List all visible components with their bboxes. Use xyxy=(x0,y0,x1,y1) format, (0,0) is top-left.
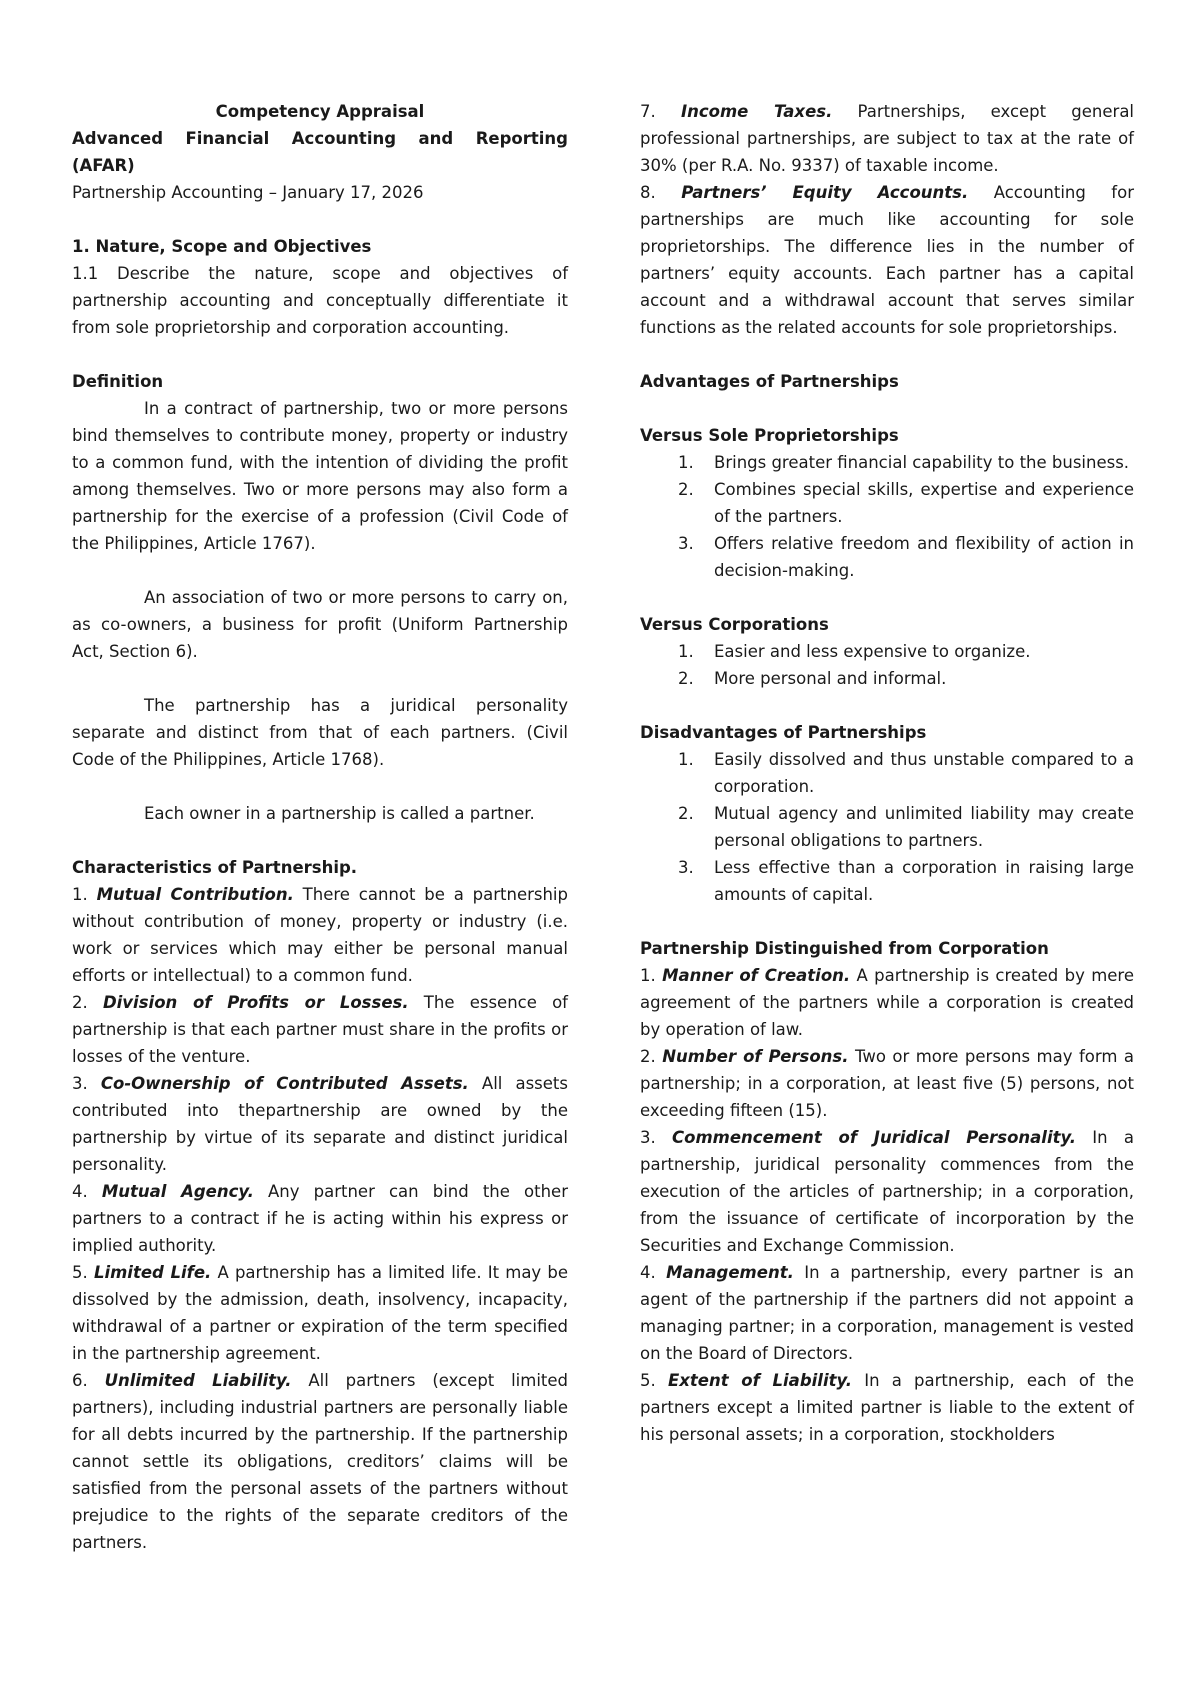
characteristic-item: 6. Unlimited Liability. All partners (except limited partners), including industrial partners are personally liable for all debts incurred by the partnership. If the partnership cannot settle its obligations, creditors’ claims will be satisfied from the personal assets of the partners without prejudice to the rights of the separate creditors of the partners. xyxy=(72,1371,569,1552)
distinction-term: Commencement of Juridical Personality. xyxy=(672,1128,1077,1147)
distinguished-heading: Partnership Distinguished from Corporation xyxy=(640,939,1049,958)
characteristic-term: Mutual Agency. xyxy=(101,1182,254,1201)
list-item: 1. Easily dissolved and thus unstable compared to a corporation. xyxy=(678,750,1134,796)
distinction-item: 5. Extent of Liability. In a partnership, each of the partners except a limited partner is liable to the extent of his personal assets; in a corporation, stockholders xyxy=(640,1371,1135,1444)
distinction-term: Extent of Liability. xyxy=(667,1371,852,1390)
vs-corp-heading: Versus Corporations xyxy=(640,615,829,634)
advantages-corp-list xyxy=(640,638,1134,692)
list-item: 2. Combines special skills, expertise and experience of the partners. xyxy=(678,480,1134,526)
characteristic-item: 1. Mutual Contribution. There cannot be a partnership without contribution of money, property or industry (i.e. work or services which may either be personal manual efforts or intellectual) to a common fund. xyxy=(72,885,568,985)
list-item: 2. Mutual agency and unlimited liability may create personal obligations to partners. xyxy=(678,804,1134,850)
characteristics-heading: Characteristics of Partnership. xyxy=(72,858,358,877)
left-column xyxy=(72,98,568,1556)
characteristic-term: Co-Ownership of Contributed Assets. xyxy=(100,1074,469,1093)
advantages-sole-list xyxy=(640,449,1134,584)
definition-paragraph: The partnership has a juridical personality separate and distinct from that of each partners. (Civil Code of the Philippines, Article 1768). xyxy=(72,696,568,769)
topic-line: Partnership Accounting – January 17, 2026 xyxy=(72,183,424,202)
characteristic-item: 2. Division of Profits or Losses. The essence of partnership is that each partner must share in the profits or losses of the venture. xyxy=(72,993,568,1066)
characteristic-term: Mutual Contribution. xyxy=(96,885,294,904)
definition-paragraph: An association of two or more persons to carry on, as co-owners, a business for profit (Uniform Partnership Act, Section 6). xyxy=(72,588,568,661)
distinction-item: 1. Manner of Creation. A partnership is created by mere agreement of the partners while a corporation is created by operation of law. xyxy=(640,966,1134,1039)
characteristic-term: Unlimited Liability. xyxy=(104,1371,292,1390)
characteristic-item: 8. Partners’ Equity Accounts. Accounting for partnerships are much like accounting for sole proprietorships. The difference lies in the number of partners’ equity accounts. Each partner has a capital account and a withdrawal account that serves similar functions as the related accounts for sole proprietorships. xyxy=(640,183,1134,337)
distinction-term: Management. xyxy=(666,1263,794,1282)
characteristic-item: 7. Income Taxes. Partnerships, except general professional partnerships, are subject to tax at the rate of 30% (per R.A. No. 9337) of taxable income. xyxy=(640,102,1135,175)
list-item: 1. Easier and less expensive to organize. xyxy=(678,642,1031,661)
section-heading-nature: 1. Nature, Scope and Objectives xyxy=(72,237,372,256)
list-item: 3. Offers relative freedom and flexibility of action in decision-making. xyxy=(678,534,1134,580)
characteristic-item: 3. Co-Ownership of Contributed Assets. All assets contributed into thepartnership are owned by the partnership by virtue of its separate and distinct juridical personality. xyxy=(72,1074,568,1174)
vs-sole-heading: Versus Sole Proprietorships xyxy=(640,426,899,445)
distinction-term: Manner of Creation. xyxy=(662,966,851,985)
list-item: 2. More personal and informal. xyxy=(678,669,947,688)
disadvantages-list xyxy=(640,746,1134,908)
characteristic-term: Income Taxes. xyxy=(680,102,833,121)
characteristic-item: 5. Limited Life. A partnership has a limited life. It may be dissolved by the admission, death, insolvency, incapacity, withdrawal of a partner or expiration of the term specified in the partnership agreement. xyxy=(72,1263,568,1363)
definition-heading: Definition xyxy=(72,372,164,391)
list-item: 1. Brings greater financial capability to the business. xyxy=(678,453,1130,472)
definition-paragraph: In a contract of partnership, two or more persons bind themselves to contribute money, property or industry to a common fund, with the intention of dividing the profit among themselves. Two or more persons may also form a partnership for the exercise of a profession (Civil Code of the Philippines, Article 1767). xyxy=(72,399,568,553)
characteristic-item: 4. Mutual Agency. Any partner can bind the other partners to a contract if he is acting within his express or implied authority. xyxy=(72,1182,568,1255)
distinction-item: 4. Management. In a partnership, every partner is an agent of the partnership if the partners did not appoint a managing partner; in a corporation, management is vested on the Board of Directors. xyxy=(640,1263,1134,1363)
distinction-item: 3. Commencement of Juridical Personality. In a partnership, juridical personality commences from the execution of the articles of partnership; in a corporation, from the issuance of certificate of incorporation by the Securities and Exchange Commission. xyxy=(640,1128,1134,1255)
disadvantages-heading: Disadvantages of Partnerships xyxy=(640,723,927,742)
definition-paragraph: Each owner in a partnership is called a partner. xyxy=(144,804,535,823)
characteristic-term: Partners’ Equity Accounts. xyxy=(681,183,969,202)
advantages-heading: Advantages of Partnerships xyxy=(640,372,899,391)
distinction-item: 2. Number of Persons. Two or more persons may form a partnership; in a corporation, at least five (5) persons, not exceeding fifteen (15). xyxy=(640,1047,1134,1120)
distinction-term: Number of Persons. xyxy=(662,1047,849,1066)
characteristic-term: Division of Profits or Losses. xyxy=(102,993,409,1012)
objective-paragraph: 1.1 Describe the nature, scope and objectives of partnership accounting and conceptually differentiate it from sole proprietorship and corporation accounting. xyxy=(72,264,568,337)
right-column xyxy=(640,98,1134,1448)
characteristic-term: Limited Life. xyxy=(93,1263,212,1282)
list-item: 3. Less effective than a corporation in raising large amounts of capital. xyxy=(678,858,1134,904)
course-title: Advanced Financial Accounting and Reporting (AFAR) xyxy=(72,129,568,175)
document-title: Competency Appraisal xyxy=(215,102,425,121)
